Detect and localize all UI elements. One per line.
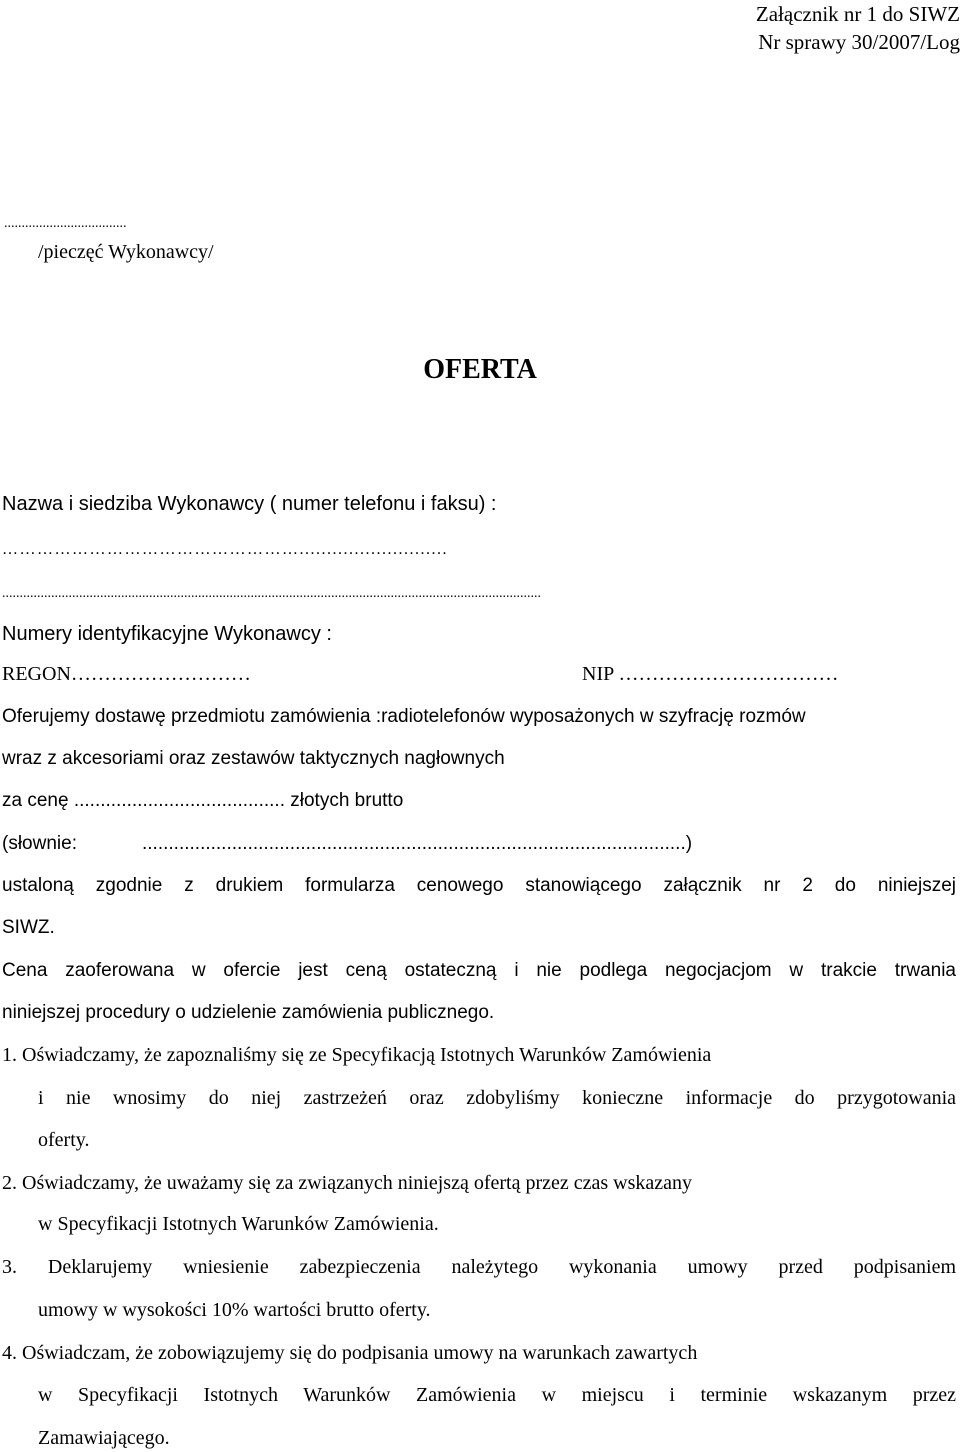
contractor-name-label: Nazwa i siedziba Wykonawcy ( numer telefonu i faksu) : (2, 493, 497, 515)
declaration-3-line-2: umowy w wysokości 10% wartości brutto oferty. (38, 1299, 431, 1321)
price-basis-line-2: SIWZ. (2, 917, 55, 938)
final-price-line-1: Cena zaoferowana w ofercie jest ceną ostateczną i nie podlega negocjacjom w trakcie trwania (2, 960, 956, 981)
offer-price-line: za cenę ........................................ złotych brutto (2, 790, 404, 811)
declaration-4-line-3: Zamawiającego. (38, 1427, 170, 1449)
declaration-1-line-3: oferty. (38, 1129, 90, 1151)
declaration-1-line-1: 1. Oświadczamy, że zapoznaliśmy się ze Specyfikacją Istotnych Warunków Zamówienia (2, 1044, 712, 1066)
declaration-1-line-2: i nie wnosimy do niej zastrzeżeń oraz zdobyliśmy konieczne informacje do przygotowania (38, 1087, 956, 1109)
stamp-label: /pieczęć Wykonawcy/ (38, 241, 214, 263)
price-basis-line-1: ustaloną zgodnie z drukiem formularza cenowego stanowiącego załącznik nr 2 do niniejszej (2, 875, 956, 896)
stamp-dots: ................................... (4, 216, 127, 231)
contractor-ids-label: Numery identyfikacyjne Wykonawcy : (2, 623, 332, 645)
declaration-2-line-2: w Specyfikacji Istotnych Warunków Zamówienia. (38, 1213, 439, 1235)
contractor-fill-line-2: .......................................................................................................................................................... (2, 586, 541, 601)
contractor-fill-line-1: ……………………………………………........................... (2, 541, 448, 558)
document-title: OFERTA (423, 354, 537, 385)
price-in-words-dots: .......................................................................................................) (142, 833, 693, 854)
declaration-4-line-2: w Specyfikacji Istotnych Warunków Zamówienia w miejscu i terminie wskazanym przez (38, 1384, 956, 1406)
annex-label: Załącznik nr 1 do SIWZ (755, 2, 960, 26)
regon-field: REGON……………………… (2, 663, 251, 685)
offer-line-1: Oferujemy dostawę przedmiotu zamówienia :radiotelefonów wyposażonych w szyfrację rozmów (2, 706, 806, 727)
price-in-words-label: (słownie: (2, 833, 77, 854)
declaration-3-line-1: 3. Deklarujemy wniesienie zabezpieczenia należytego wykonania umowy przed podpisaniem (2, 1256, 956, 1278)
offer-line-2: wraz z akcesoriami oraz zestawów taktycznych nagłownych (2, 748, 505, 769)
declaration-4-line-1: 4. Oświadczam, że zobowiązujemy się do podpisania umowy na warunkach zawartych (2, 1342, 698, 1364)
final-price-line-2: niniejszej procedury o udzielenie zamówienia publicznego. (2, 1002, 495, 1023)
declaration-2-line-1: 2. Oświadczamy, że uważamy się za związanych niniejszą ofertą przez czas wskazany (2, 1172, 693, 1194)
nip-field: NIP …………………………… (582, 663, 839, 685)
case-number: Nr sprawy 30/2007/Log (758, 30, 960, 54)
